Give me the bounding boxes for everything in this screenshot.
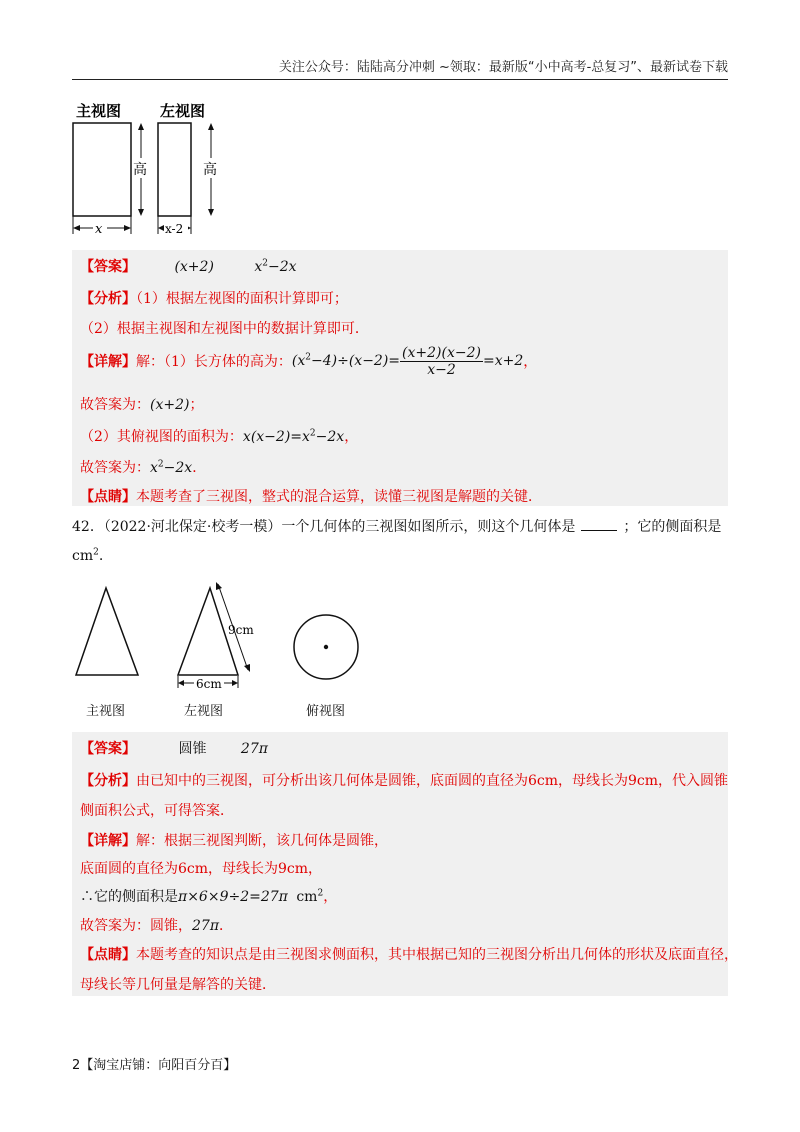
- q41-answer-1-line: 故答案为：(x+2)；: [80, 397, 204, 413]
- q42-solution-block: [72, 732, 738, 996]
- q42-detail-line-2: 底面圆的直径为6cm，母线长为9cm，: [80, 861, 323, 877]
- page-footer: 2【淘宝店铺：向阳百分百】: [72, 1058, 237, 1073]
- three-view-figure-1: [66, 96, 236, 242]
- q41-detail-line-1: 【详解】 解：（1）长方体的高为： $(x^2-4)\div(x-2)=$ $\frac{(x+2)(x-2)}{x-2}$ =x+2 ，: [80, 344, 538, 378]
- width-label-1: x: [95, 222, 103, 237]
- q42-answer-summary-line: 故答案为：圆锥，27π．: [80, 918, 234, 934]
- q41-answer-line: [80, 256, 297, 276]
- q42-question-line-2: $cm^2$.: [72, 547, 104, 564]
- q42-comment-line-1: 【点睛】本题考查的知识点是由三视图求侧面积，其中根据已知的三视图分析出几何体的形状及底面直径，: [80, 947, 738, 963]
- q42-detail-line-1: 【详解】解：根据三视图判断，该几何体是圆锥，: [80, 833, 388, 849]
- answer-2: $x^2-2x$: [254, 258, 297, 275]
- answer-1: (x+2): [174, 259, 214, 275]
- q42-answer-line: 【答案】 圆锥 27π: [80, 741, 268, 757]
- caption-left-view: 左视图: [184, 704, 224, 719]
- q41-answer-2-line: 故答案为：$x^2-2x$．: [80, 459, 207, 476]
- q42-analysis-line-2: 侧面积公式，可得答案．: [80, 803, 234, 819]
- q42-question-line-1: 42．（2022·河北保定·校考一模）一个几何体的三视图如图所示，则这个几何体是 ；它的侧面积是: [72, 519, 722, 535]
- cone-apex-dot: [324, 645, 328, 649]
- width-label-2: x-2: [165, 222, 184, 236]
- caption-main-view: 主视图: [86, 704, 126, 719]
- q41-analysis-line-2: （2）根据主视图和左视图中的数据计算即可．: [80, 321, 369, 337]
- analysis-label: 【分析】: [80, 291, 136, 307]
- fraction: $\frac{(x+2)(x-2)}{x-2}$: [402, 344, 481, 378]
- answer-blank: [581, 518, 617, 531]
- comment-label: 【点睛】: [80, 489, 136, 505]
- height-label-2: 高: [203, 162, 217, 178]
- left-view-label: 左视图: [160, 102, 206, 120]
- main-view-rect: [73, 123, 131, 216]
- height-label-1: 高: [133, 162, 147, 178]
- q41-analysis-line-1: 【分析】（1）根据左视图的面积计算即可；: [80, 291, 348, 307]
- detail-label: 【详解】: [80, 354, 136, 370]
- q42-detail-line-3: ∴它的侧面积是π×6×9÷2=27π $cm^2$，: [80, 888, 338, 905]
- main-view-label: 主视图: [76, 102, 122, 120]
- caption-top-view: 俯视图: [306, 704, 346, 719]
- left-view-rect: [158, 123, 191, 216]
- slant-length-label: 9cm: [228, 623, 254, 637]
- base-length-label: 6cm: [196, 677, 222, 690]
- q42-comment-line-2: 母线长等几何量是解答的关键．: [80, 977, 276, 993]
- page-header: 关注公众号：陆陆高分冲刺 ~领取：最新版“小中高考-总复习”、最新试卷下载: [72, 56, 728, 80]
- answer-label: 【答案】: [80, 259, 136, 275]
- q42-analysis-line-1: 【分析】由已知中的三视图，可分析出该几何体是圆锥，底面圆的直径为6cm，母线长为9cm，代入圆锥: [80, 773, 729, 789]
- q41-solution-block: [72, 250, 728, 506]
- cone-main-view: [76, 588, 138, 675]
- q41-comment-line: 【点睛】本题考查了三视图，整式的混合运算，读懂三视图是解题的关键．: [80, 489, 542, 505]
- q41-detail-line-2: （2）其俯视图的面积为：$x(x-2)=x^2-2x$，: [80, 428, 359, 445]
- three-view-figure-2: [66, 580, 376, 690]
